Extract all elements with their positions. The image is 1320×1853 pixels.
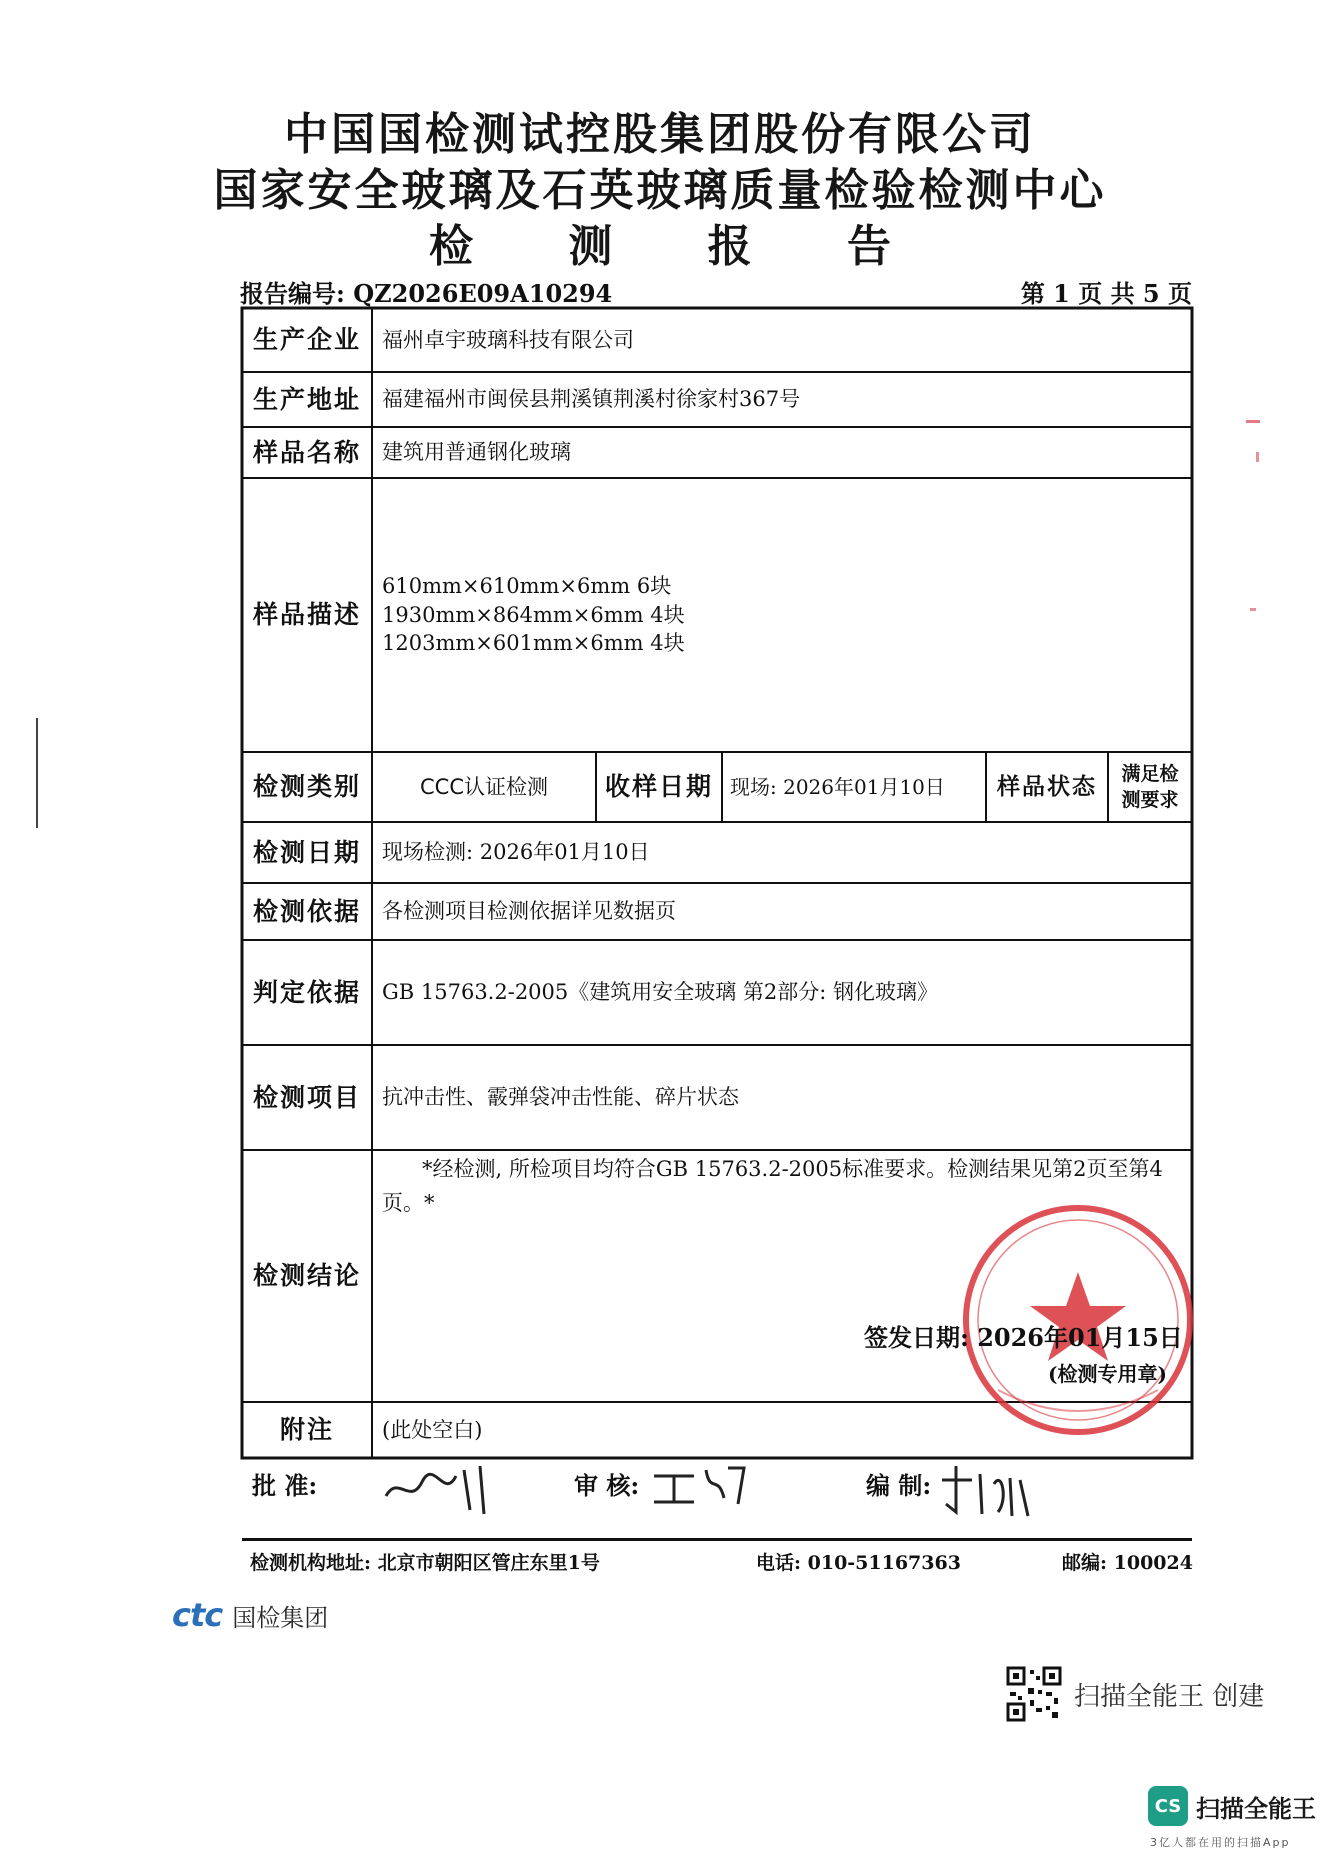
footer-address: 检测机构地址: 北京市朝阳区管庄东里1号	[250, 1552, 600, 1574]
conclusion-label: 检测结论	[252, 1261, 361, 1291]
issue-date: 签发日期: 2026年01月15日	[864, 1323, 1183, 1352]
address-label: 生产地址	[252, 384, 361, 414]
compile-label: 编 制:	[866, 1471, 932, 1500]
scan-artifact	[1250, 608, 1256, 611]
address-value: 福建福州市闽侯县荆溪镇荆溪村徐家村367号	[382, 387, 801, 412]
company-title: 中国国检测试控股集团股份有限公司	[284, 109, 1036, 160]
footer-postcode: 邮编: 100024	[1062, 1552, 1193, 1574]
ctc-brand-name: 国检集团	[232, 1603, 329, 1632]
test-type-label: 检测类别	[252, 772, 361, 802]
footer-phone: 电话: 010-51167363	[756, 1552, 961, 1574]
note-value: (此处空白)	[382, 1417, 483, 1442]
sample-name-label: 样品名称	[252, 437, 361, 467]
scanner-watermark	[1006, 1666, 1264, 1722]
items-label: 检测项目	[252, 1082, 361, 1112]
items-value: 抗冲击性、霰弹袋冲击性能、碎片状态	[382, 1085, 739, 1110]
document-title: 检 测 报 告	[429, 221, 931, 272]
sample-desc-line: 610mm×610mm×6mm 6块	[382, 574, 672, 599]
app-badge-text: 扫描全能王	[1196, 1794, 1316, 1823]
approve-label: 批 准:	[252, 1471, 318, 1500]
test-date-value: 现场检测: 2026年01月10日	[382, 840, 650, 865]
compile-signature-icon	[936, 1460, 1036, 1524]
sample-desc-line: 1203mm×601mm×6mm 4块	[382, 631, 685, 656]
sample-state-label: 样品状态	[997, 773, 1097, 801]
conclusion-text: *经检测, 所检项目均符合GB 15763.2-2005标准要求。检测结果见第2页至第4页。*	[382, 1157, 1163, 1215]
review-label: 审 核:	[574, 1471, 640, 1500]
producer-label: 生产企业	[252, 325, 361, 355]
producer-value: 福州卓宇玻璃科技有限公司	[382, 327, 634, 352]
scan-artifact	[1256, 452, 1259, 462]
test-date-label: 检测日期	[252, 837, 361, 867]
sample-name-value: 建筑用普通钢化玻璃	[382, 440, 571, 465]
report-number-label: 报告编号:	[240, 279, 345, 308]
app-badge-subtext: 3亿人都在用的扫描App	[1150, 1836, 1291, 1849]
ctc-brand	[172, 1596, 328, 1634]
sample-state-value: 满足检测要求	[1121, 763, 1179, 811]
scan-artifact	[36, 718, 38, 828]
app-badge	[1148, 1786, 1316, 1826]
receive-date-label: 收样日期	[604, 772, 713, 802]
basis-value: 各检测项目检测依据详见数据页	[382, 899, 676, 924]
seal-note: (检测专用章)	[1048, 1362, 1167, 1386]
receive-date-value: 现场: 2026年01月10日	[730, 774, 945, 799]
camscanner-icon: CS	[1148, 1786, 1188, 1826]
page-info: 第 1 页 共 5 页	[1020, 279, 1192, 308]
note-label: 附注	[279, 1415, 334, 1445]
report-number-value: QZ2026E09A10294	[353, 279, 613, 308]
approve-signature-icon	[378, 1456, 508, 1516]
scan-artifact	[1246, 420, 1260, 423]
criteria-label: 判定依据	[252, 977, 361, 1007]
footer-divider	[242, 1538, 1192, 1541]
basis-label: 检测依据	[252, 896, 361, 926]
sample-desc-label: 样品描述	[252, 600, 361, 630]
review-signature-icon	[648, 1454, 758, 1514]
center-title: 国家安全玻璃及石英玻璃质量检验检测中心	[213, 165, 1107, 216]
qr-code-icon	[1006, 1666, 1062, 1722]
test-type-value: CCC认证检测	[420, 774, 548, 799]
criteria-value: GB 15763.2-2005《建筑用安全玻璃 第2部分: 钢化玻璃》	[382, 980, 939, 1005]
sample-desc-value	[372, 478, 1192, 752]
sample-desc-line: 1930mm×864mm×6mm 4块	[382, 602, 685, 627]
scanner-text: 扫描全能王 创建	[1074, 1681, 1265, 1712]
ctc-logo-icon: ctc	[172, 1596, 223, 1634]
